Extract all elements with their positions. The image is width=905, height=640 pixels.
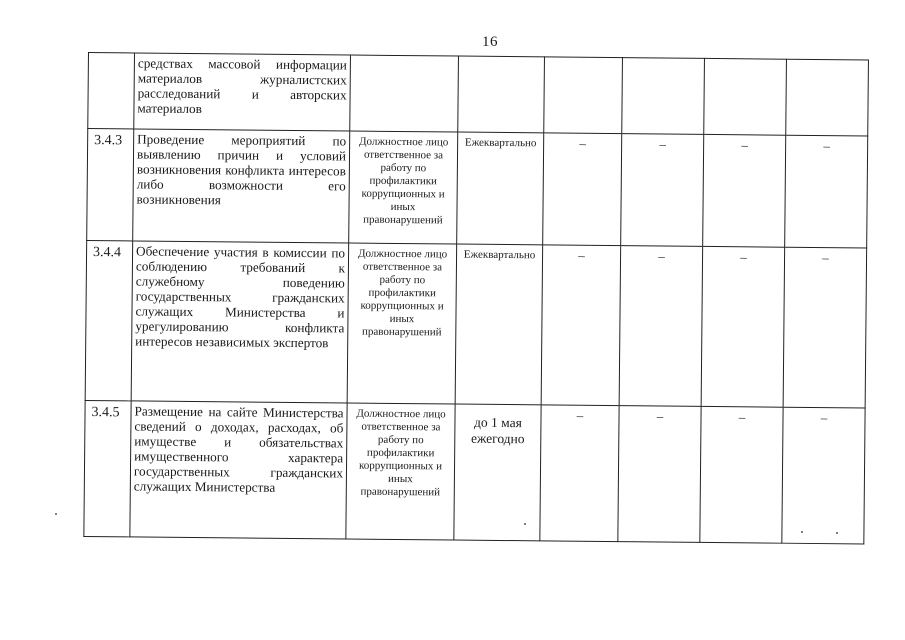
mark-cell: – xyxy=(701,246,785,407)
mark-cell: – xyxy=(540,405,619,542)
table-row xyxy=(84,400,865,543)
mark-cell: – xyxy=(541,245,621,406)
item-number-cell: 3.4.5 xyxy=(84,400,131,536)
mark-cell: – xyxy=(700,406,783,543)
scan-speck xyxy=(801,531,803,533)
table-row xyxy=(88,53,869,136)
mark-cell: – xyxy=(543,133,622,246)
item-number-cell xyxy=(88,53,135,129)
mark-cell: – xyxy=(782,407,865,544)
mark-cell: – xyxy=(783,247,867,408)
responsible-cell xyxy=(350,55,459,132)
scan-speck xyxy=(55,513,57,515)
item-number-cell: 3.4.3 xyxy=(87,129,134,241)
mark-cell: – xyxy=(619,246,703,407)
item-description-cell: средствах массовой информации материалов журналистских расследований и авторских материалов xyxy=(134,53,351,131)
item-description-cell: Размещение на сайте Министерства сведений о доходах, расходах, об имуществе и обязательствах имущественного характера государственных гражданских служащих Министерства xyxy=(130,401,347,539)
page-number: 16 xyxy=(482,34,498,50)
item-description-cell: Обеспечение участия в комиссии по соблюдению требований к служебному поведению государственных гражданских служащих Министерства и урегулированию конфликта интересов независимых экспертов xyxy=(131,241,349,403)
table-row xyxy=(85,240,866,407)
mark-cell: – xyxy=(703,134,786,247)
mark-cell: – xyxy=(621,134,704,247)
scan-speck xyxy=(836,532,838,534)
mark-cell: – xyxy=(618,406,701,543)
mark-cell xyxy=(622,58,705,135)
scan-speck xyxy=(524,523,526,525)
table-row xyxy=(87,129,868,248)
responsible-cell: Должностное лицо ответственное за работу по профилактики коррупционных и иных правонарушений xyxy=(347,243,457,404)
mark-cell xyxy=(786,59,869,136)
term-cell xyxy=(458,56,545,133)
mark-cell xyxy=(544,57,623,134)
plan-table xyxy=(83,52,869,544)
responsible-cell: Должностное лицо ответственное за работу по профилактики коррупционных и иных правонарушений xyxy=(349,131,458,244)
item-number-cell: 3.4.4 xyxy=(85,240,133,400)
term-cell: Ежеквартально xyxy=(455,244,543,405)
responsible-cell: Должностное лицо ответственное за работу по профилактики коррупционных и иных правонарушений xyxy=(346,403,455,540)
mark-cell xyxy=(704,58,787,135)
term-cell: Ежеквартально xyxy=(457,132,544,245)
mark-cell: – xyxy=(785,135,868,248)
item-description-cell: Проведение мероприятий по выявлению причин и условий возникновения конфликта интересов либо возможности его возникновения xyxy=(133,129,350,243)
term-cell: до 1 мая ежегодно xyxy=(454,404,541,541)
plan-table-wrapper xyxy=(83,52,868,569)
